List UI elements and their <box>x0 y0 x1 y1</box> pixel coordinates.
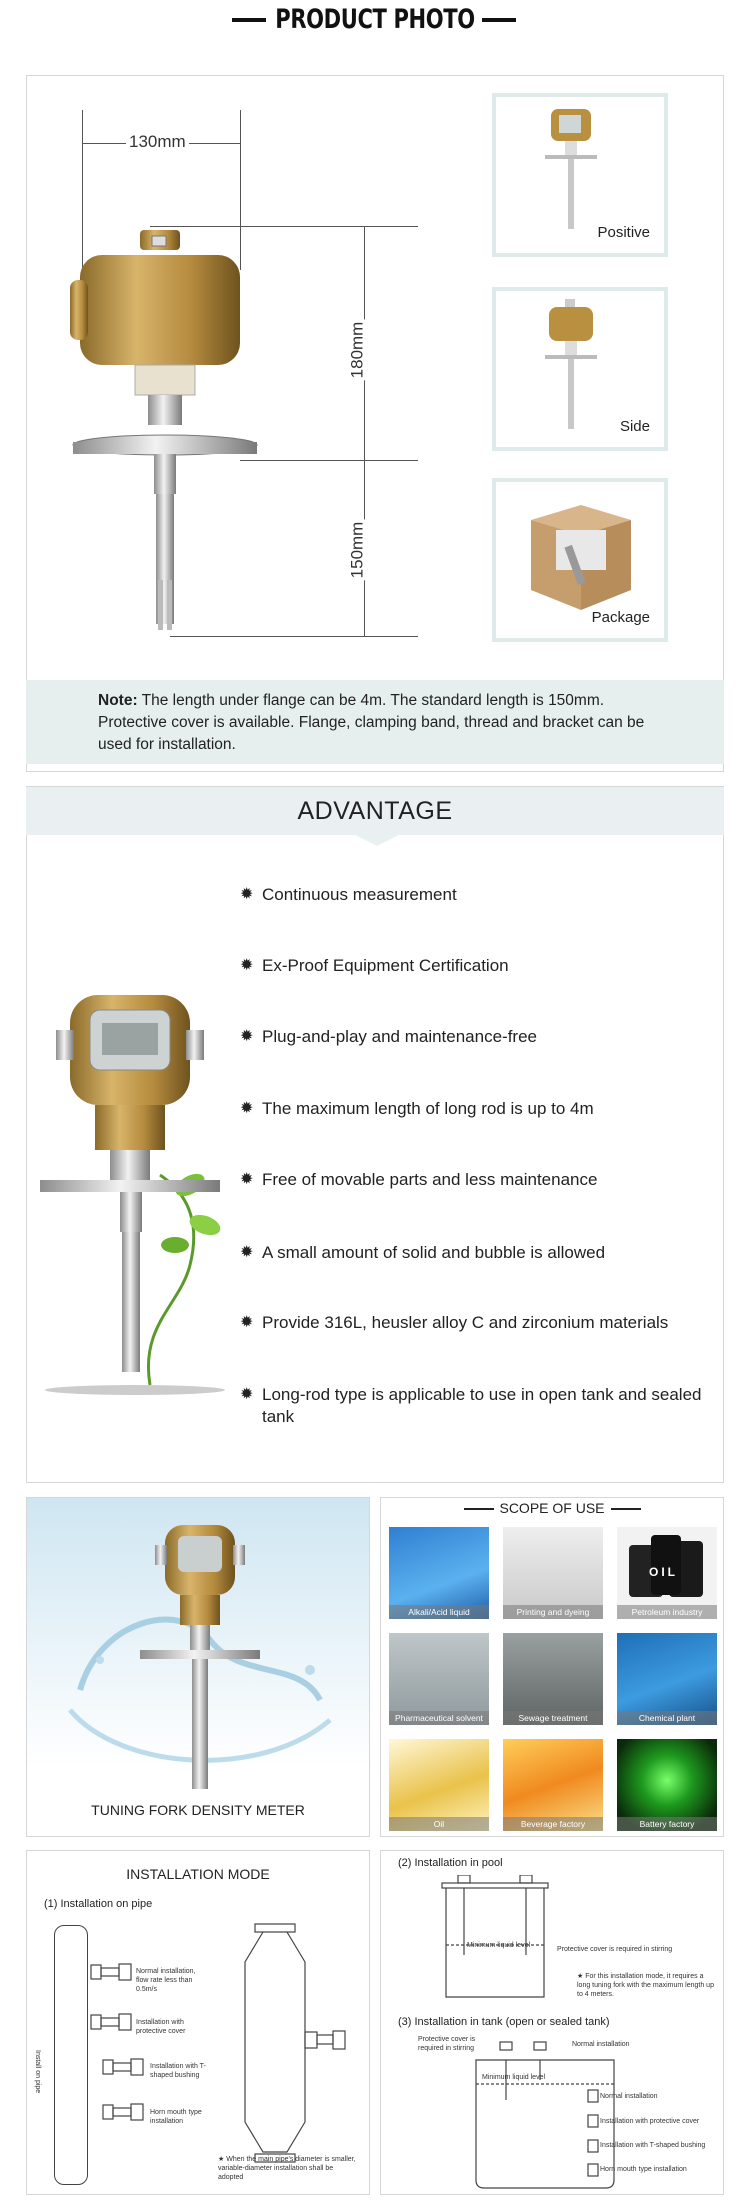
pool-cover-note: Protective cover is required in stirring <box>557 1946 673 1953</box>
note-text: The length under flange can be 4m. The standard length is 150mm. Protective cover is available. Flange, clamping band, thread and bracket can be used for installation. <box>98 692 645 753</box>
thumb-package-image <box>511 490 651 620</box>
tank-normal-top: Normal installation <box>572 2041 630 2048</box>
advantage-item-3: ✹ Plug-and-play and maintenance-free <box>240 1027 538 1046</box>
scope-cell-printing: Printing and dyeing factory <box>503 1527 603 1619</box>
pipe-note-2: Installation with protective cover <box>136 2019 186 2035</box>
header-line-right <box>482 18 516 22</box>
advantage-meter-illustration <box>40 985 240 1395</box>
thumb-positive-label: Positive <box>597 224 650 241</box>
fork-meter-illustration <box>60 220 280 650</box>
dim-height-lower-label: 150mm <box>347 521 367 579</box>
install-tank-diagram <box>470 2040 620 2190</box>
advantage-notch <box>355 835 399 846</box>
advantage-item-5: ✹ Free of movable parts and less maintenance <box>240 1170 598 1189</box>
advantage-item-7: ✹ Provide 316L, heusler alloy C and zirconium materials <box>240 1313 669 1332</box>
install-pool-diagram <box>440 1875 550 2005</box>
scope-cell-alkali: Alkali/Acid liquid <box>389 1527 489 1619</box>
bullet-star-icon: ✹ <box>240 1100 254 1117</box>
tank-note-4: Horn mouth type installation <box>600 2166 687 2173</box>
bullet-star-icon: ✹ <box>240 1314 254 1331</box>
thumb-positive-image <box>541 103 601 243</box>
oil-barrel-label: OIL <box>649 1565 678 1579</box>
bullet-star-icon: ✹ <box>240 1028 254 1045</box>
bullet-star-icon: ✹ <box>240 1244 254 1261</box>
pool-note: ★ For this installation mode, it requires a long tuning fork with the maximum length up to 4 meters. <box>577 1973 714 1998</box>
advantage-item-6: ✹ A small amount of solid and bubble is allowed <box>240 1243 606 1262</box>
tank-note-3: Installation with T-shaped bushing <box>600 2142 706 2149</box>
scope-line-right <box>611 1508 641 1510</box>
pipe-note-1: Normal installation, flow rate less than 0.5m/s <box>136 1968 196 1993</box>
advantage-item-8: ✹ Long-rod type is applicable to use in open tank and sealed tank <box>240 1385 702 1426</box>
thumb-positive[interactable] <box>492 93 668 257</box>
scope-cell-sewage: Sewage treatment process <box>503 1633 603 1725</box>
scope-cell-battery: Battery factory <box>617 1739 717 1831</box>
thumb-package[interactable] <box>492 478 668 642</box>
install-pipe-side-label: Install on pipe <box>34 2050 41 2094</box>
thumb-side-image <box>541 297 601 437</box>
note-box <box>26 680 724 764</box>
advantage-item-2: ✹ Ex-Proof Equipment Certification <box>240 956 509 975</box>
scope-cell-pharma: Pharmaceutical solvent <box>389 1633 489 1725</box>
scope-cell-chemical: Chemical plant <box>617 1633 717 1725</box>
install-pipe-title: (1) Installation on pipe <box>44 1898 153 1910</box>
pipe-note-3: Installation with T-shaped bushing <box>150 2063 206 2079</box>
install-variable-pipe-diagram <box>235 1922 355 2172</box>
advantage-item-4: ✹ The maximum length of long rod is up to 4m <box>240 1099 594 1118</box>
thumb-side-label: Side <box>619 418 650 435</box>
install-title: INSTALLATION MODE <box>126 1866 270 1882</box>
advantage-title: ADVANTAGE <box>26 787 724 835</box>
meter-caption: TUNING FORK DENSITY METER <box>91 1802 305 1818</box>
bullet-star-icon: ✹ <box>240 1386 254 1403</box>
advantage-item-1: ✹ Continuous measurement <box>240 885 457 904</box>
dim-width-label: 130mm <box>126 132 189 152</box>
scope-cell-beverage: Beverage factory <box>503 1739 603 1831</box>
pipe-footnote: ★ When the main pipe's diameter is smaller, variable-diameter installation shall be adopted <box>218 2156 356 2181</box>
bullet-star-icon: ✹ <box>240 1171 254 1188</box>
note-label: Note: <box>98 692 138 709</box>
tank-min-level: Minimum liquid level <box>482 2074 546 2081</box>
install-pipe-vertical <box>54 1925 88 2185</box>
dim-height-upper-label: 180mm <box>347 321 367 379</box>
bullet-star-icon: ✹ <box>240 886 254 903</box>
thumb-side[interactable] <box>492 287 668 451</box>
pool-min-level: Minimum liquid level <box>467 1942 531 1949</box>
scope-cell-petroleum: OIL Petroleum industry <box>617 1527 717 1619</box>
thumb-package-label: Package <box>591 609 650 626</box>
pipe-note-4: Horn mouth type installation <box>150 2109 202 2125</box>
meter-splash-illustration <box>40 1510 360 1810</box>
tank-cover-note: Protective cover is required in stirring <box>418 2036 476 2052</box>
tank-note-1: Normal installation <box>600 2093 658 2100</box>
install-tank-title: (3) Installation in tank (open or sealed tank) <box>398 2016 610 2028</box>
scope-cell-oil: Oil <box>389 1739 489 1831</box>
install-pool-title: (2) Installation in pool <box>398 1857 503 1869</box>
tank-note-2: Installation with protective cover <box>600 2118 700 2125</box>
scope-title: SCOPE OF USE <box>499 1500 605 1516</box>
bullet-star-icon: ✹ <box>240 957 254 974</box>
page-title: PRODUCT PHOTO <box>275 4 475 35</box>
